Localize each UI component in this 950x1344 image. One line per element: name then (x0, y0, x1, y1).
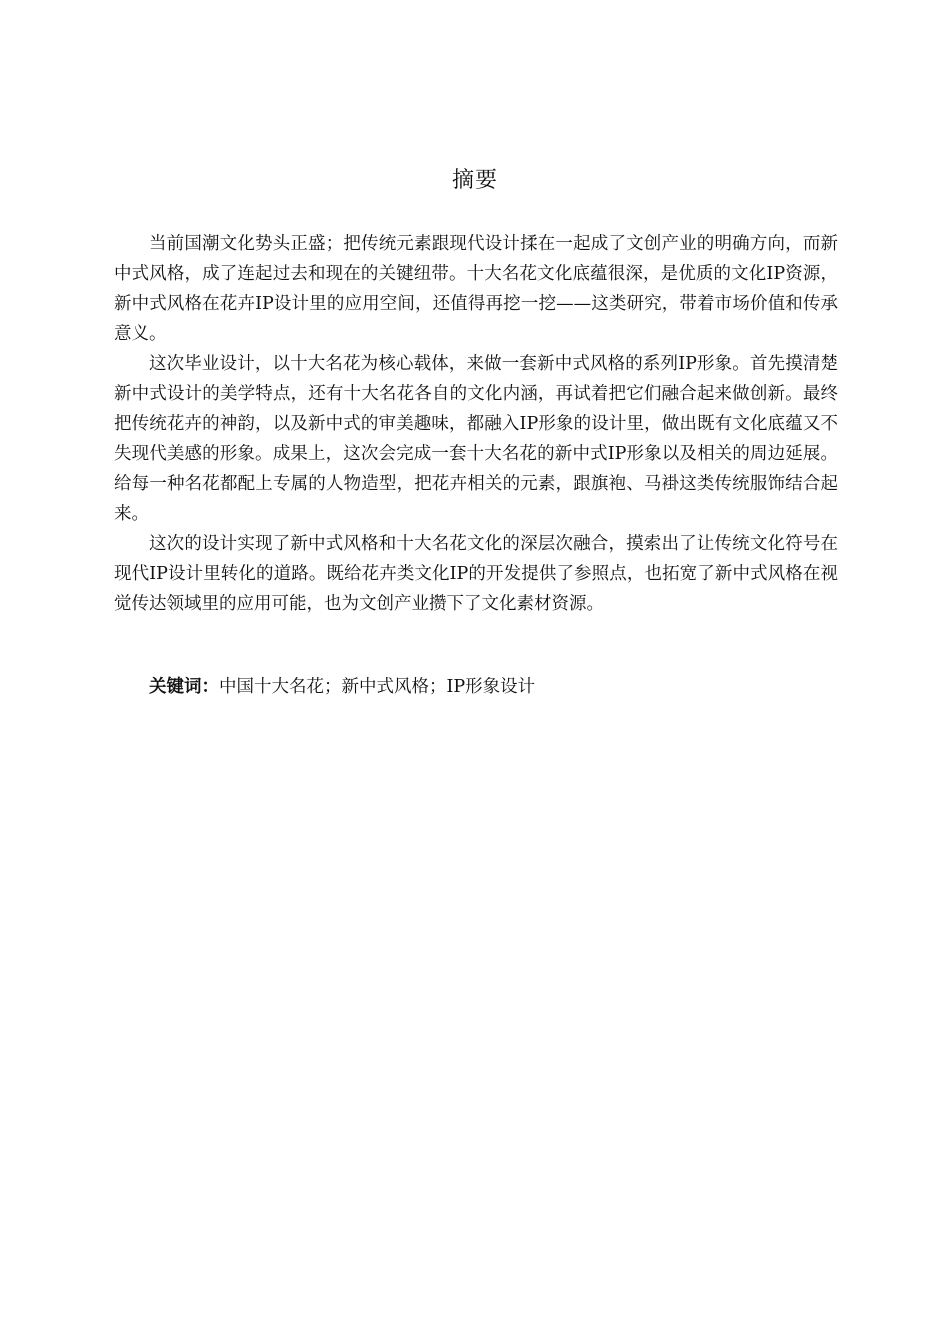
abstract-paragraph-1: 当前国潮文化势头正盛；把传统元素跟现代设计揉在一起成了文创产业的明确方向，而新中式风格，成了连起过去和现在的关键纽带。十大名花文化底蕴很深，是优质的文化IP资源，新中式风格在花卉IP设计里的应用空间，还值得再挖一挖——这类研究，带着市场价值和传承意义。 (114, 234, 838, 344)
abstract-paragraph-3: 这次的设计实现了新中式风格和十大名花文化的深层次融合，摸索出了让传统文化符号在现代IP设计里转化的道路。既给花卉类文化IP的开发提供了参照点，也拓宽了新中式风格在视觉传达领域里的应用可能，也为文创产业攒下了文化素材资源。 (114, 534, 838, 614)
keywords-value: 中国十大名花；新中式风格；IP形象设计 (219, 677, 536, 697)
keywords-line (114, 672, 838, 702)
abstract-title: 摘要 (451, 168, 498, 193)
abstract-body (114, 229, 838, 619)
abstract-paragraph-2: 这次毕业设计，以十大名花为核心载体，来做一套新中式风格的系列IP形象。首先摸清楚新中式设计的美学特点，还有十大名花各自的文化内涵，再试着把它们融合起来做创新。最终把传统花卉的神韵，以及新中式的审美趣味，都融入IP形象的设计里，做出既有文化底蕴又不失现代美感的形象。成果上，这次会完成一套十大名花的新中式IP形象以及相关的周边延展。给每一种名花都配上专属的人物造型，把花卉相关的元素，跟旗袍、马褂这类传统服饰结合起来。 (114, 354, 838, 524)
keywords-label: 关键词： (149, 677, 219, 697)
